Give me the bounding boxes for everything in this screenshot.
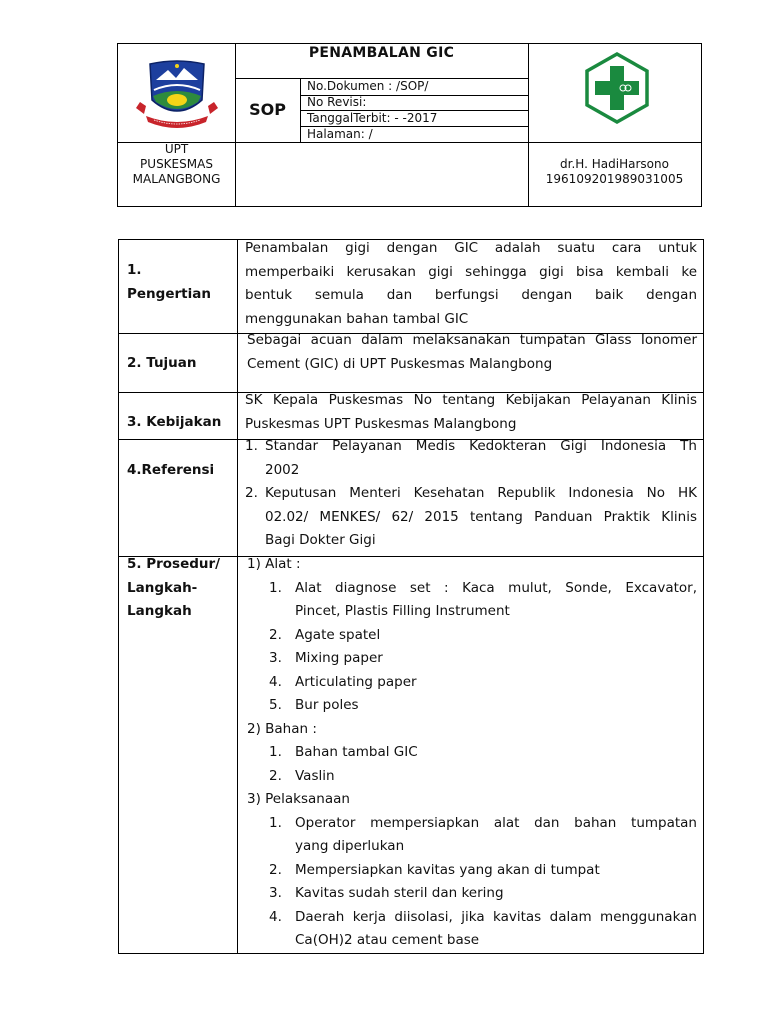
sop-title: PENAMBALAN GIC [308, 45, 455, 61]
section-label-kebijakan: 3. Kebijakan [127, 414, 222, 430]
bahan-heading: 2) Bahan : [247, 720, 317, 737]
list-item: 1. Bahan tambal GIC [269, 744, 418, 760]
revision-number: No Revisi: [307, 95, 367, 109]
section-list-referensi [245, 435, 697, 553]
alat-list [247, 577, 697, 718]
signer-block [528, 157, 701, 187]
section-label-tujuan: 2. Tujuan [127, 355, 197, 371]
section-text-pengertian: Penambalan gigi dengan GIC adalah suatu cara untuk memperbaiki kerusakan gigi sehingga gigi bisa kembali ke bentuk semula dan berfungsi dengan baik dengan menggunakan bahan tambal GIC [245, 240, 697, 327]
list-item: 2. Keputusan Menteri Kesehatan Republik Indonesia No HK 02.02/ MENKES/ 62/ 2015 tentang Panduan Praktik Klinis Bagi Dokter Gigi [245, 485, 697, 548]
bahan-list [247, 741, 697, 788]
list-item: 2. Mempersiapkan kavitas yang akan di tumpat [269, 861, 600, 878]
section-list-prosedur [247, 553, 697, 953]
section-text-tujuan: Sebagai acuan dalam melaksanakan tumpatan Glass Ionomer Cement (GIC) di UPT Puskesmas Malangbong [247, 332, 697, 372]
list-item: 3. Mixing paper [269, 650, 383, 666]
list-item: 2. Vaslin [269, 767, 335, 784]
list-item: 4. Articulating paper [269, 673, 417, 690]
sop-header-table [117, 43, 702, 207]
list-item: 3. Kavitas sudah steril dan kering [269, 885, 504, 901]
section-label-prosedur: 5. Prosedur/ Langkah- Langkah [127, 556, 221, 619]
regency-crest-icon [132, 56, 222, 132]
document-number: No.Dokumen : /SOP/ [307, 79, 429, 93]
signer-name: dr.H. HadiHarsono [560, 157, 669, 171]
puskesmas-cross-icon [583, 50, 651, 126]
signer-nip: 196109201989031005 [545, 172, 684, 186]
list-item: 1. Alat diagnose set : Kaca mulut, Sonde, Excavator, Pincet, Plastis Filling Instrument [269, 579, 697, 619]
list-item: 1. Standar Pelayanan Medis Kedokteran Gigi Indonesia Th 2002 [245, 438, 697, 478]
sop-label: SOP [249, 100, 286, 119]
section-label-pengertian: 1. Pengertian [127, 262, 211, 302]
issue-date: TanggalTerbit: - -2017 [307, 111, 438, 125]
pelaksanaan-list [247, 812, 697, 953]
list-item: 1. Operator mempersiapkan alat dan bahan tumpatan yang diperlukan [269, 814, 697, 854]
sop-content-table [118, 239, 704, 954]
alat-heading: 1) Alat : [247, 556, 301, 572]
list-item: 4. Daerah kerja diisolasi, jika kavitas dalam menggunakan Ca(OH)2 atau cement base [269, 908, 697, 948]
page-number: Halaman: / [307, 127, 373, 141]
list-item: 2. Agate spatel [269, 626, 381, 643]
section-text-kebijakan: SK Kepala Puskesmas No tentang Kebijakan Pelayanan Klinis Puskesmas UPT Puskesmas Malangbong [245, 392, 697, 432]
pelaksanaan-heading: 3) Pelaksanaan [247, 791, 350, 807]
organization-name: UPT PUSKESMAS MALANGBONG [132, 142, 221, 186]
section-label-referensi: 4.Referensi [127, 462, 215, 478]
list-item: 5. Bur poles [269, 697, 359, 713]
